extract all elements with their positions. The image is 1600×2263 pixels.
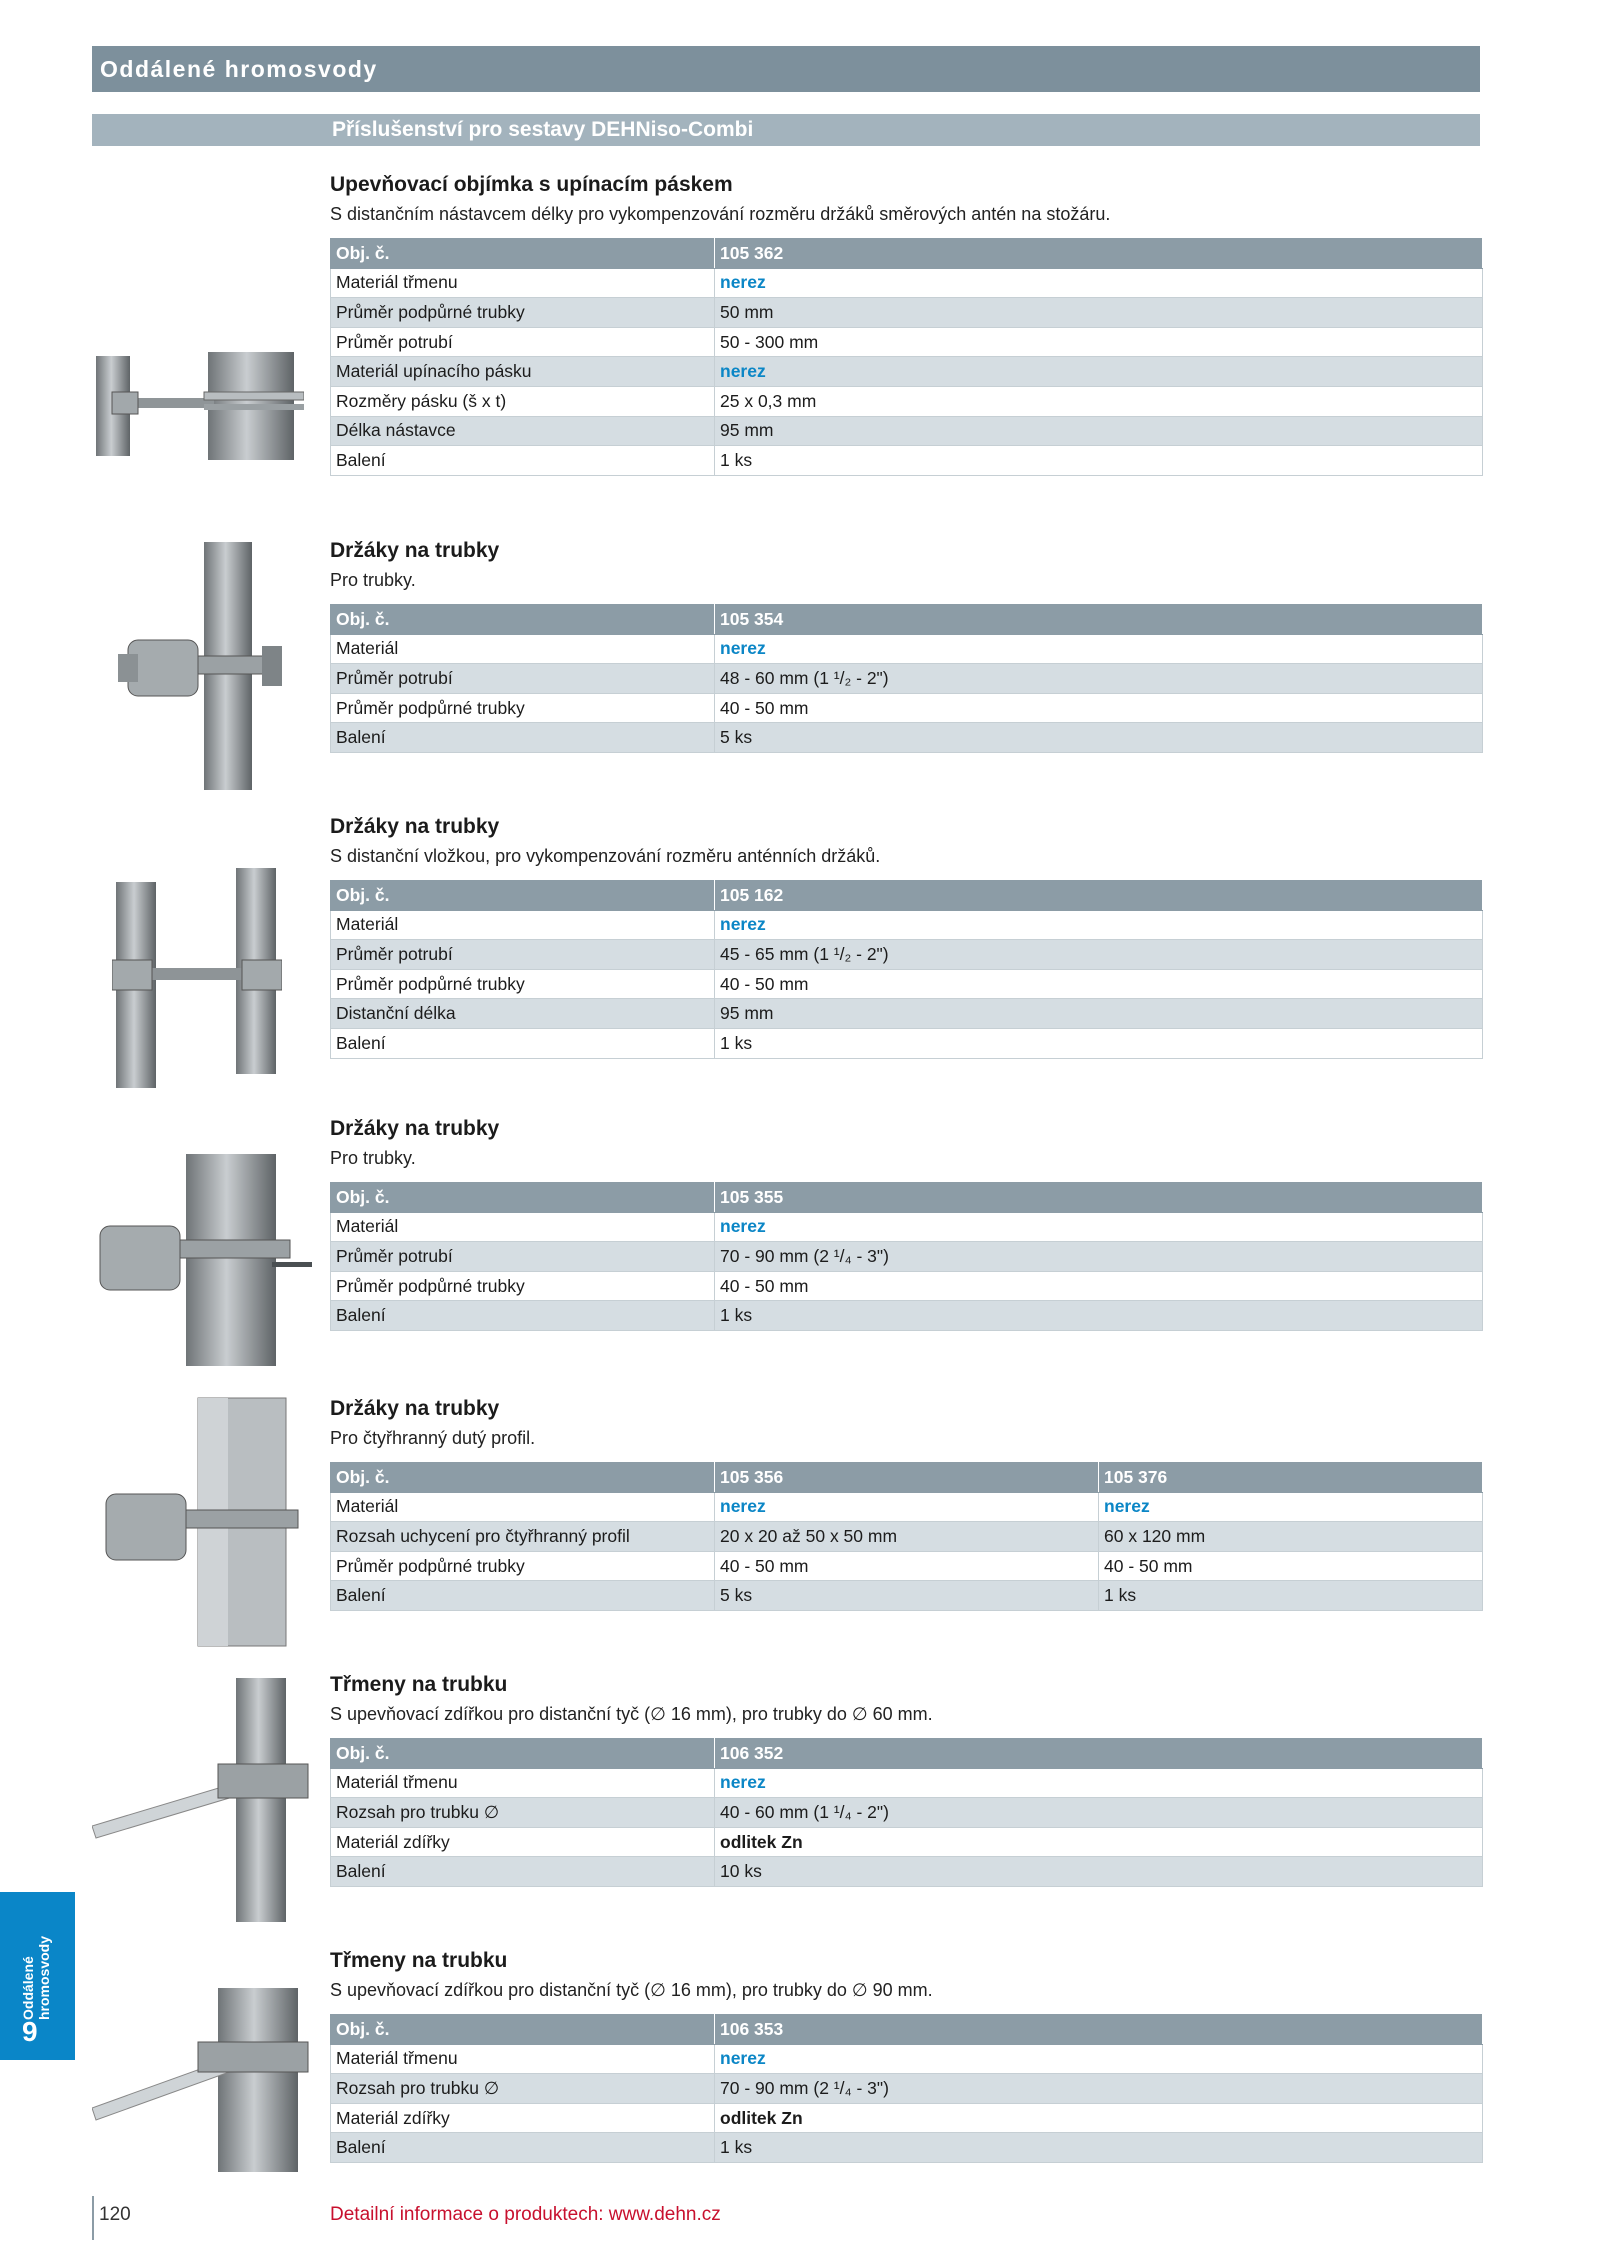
- table-cell: Materiál zdířky: [331, 1827, 715, 1857]
- table-cell: Balení: [331, 1301, 715, 1331]
- table-row: [331, 1271, 1483, 1301]
- table-cell: Průměr podpůrné trubky: [331, 1271, 715, 1301]
- table-row: [331, 327, 1483, 357]
- table-row: [331, 1522, 1483, 1552]
- section-title: Držáky na trubky: [330, 1397, 500, 1420]
- table-row: [331, 239, 1483, 269]
- table-cell: Materiál: [331, 1212, 715, 1242]
- table-cell: 40 - 50 mm: [715, 693, 1483, 723]
- order-number: 105 355: [715, 1183, 1483, 1213]
- table-row: [331, 693, 1483, 723]
- table-cell: 10 ks: [715, 1857, 1483, 1887]
- table-cell: Materiál třmenu: [331, 268, 715, 298]
- table-cell: nerez: [715, 1212, 1483, 1242]
- section-title: Upevňovací objímka s upínacím páskem: [330, 173, 733, 196]
- table-cell: Balení: [331, 446, 715, 476]
- table-cell: Rozměry pásku (š x t): [331, 386, 715, 416]
- table-cell: nerez: [1099, 1492, 1483, 1522]
- section-title: Držáky na trubky: [330, 539, 500, 562]
- order-number: 105 354: [715, 605, 1483, 635]
- table-cell: 20 x 20 až 50 x 50 mm: [715, 1522, 1099, 1552]
- table-cell: Rozsah pro trubku ∅: [331, 1798, 715, 1828]
- table-cell: nerez: [715, 1492, 1099, 1522]
- table-row: [331, 881, 1483, 911]
- table-cell: nerez: [715, 357, 1483, 387]
- table-row: [331, 446, 1483, 476]
- table-cell: 95 mm: [715, 999, 1483, 1029]
- table-cell: Obj. č.: [331, 605, 715, 635]
- table-row: [331, 1768, 1483, 1798]
- section-description: Pro čtyřhranný dutý profil.: [330, 1428, 536, 1448]
- table-row: [331, 2044, 1483, 2074]
- table-row: [331, 940, 1483, 970]
- product-section-pipe-holder-3: [330, 1114, 1482, 1331]
- table-cell: nerez: [715, 910, 1483, 940]
- table-cell: odlitek Zn: [715, 1827, 1483, 1857]
- order-number: 106 353: [715, 2015, 1483, 2045]
- stirrup-90-image: [92, 1978, 314, 2174]
- chapter-tab-label: Oddálené hromosvody: [20, 1935, 52, 2020]
- section-description: S upevňovací zdířkou pro distanční tyč (∅ 16 mm), pro trubky do ∅ 90 mm.: [330, 1980, 933, 2000]
- table-cell: 5 ks: [715, 723, 1483, 753]
- page-number: 120: [99, 2204, 131, 2225]
- table-cell: Délka nástavce: [331, 416, 715, 446]
- table-row: [331, 386, 1483, 416]
- order-number: 106 352: [715, 1739, 1483, 1769]
- table-cell: 1 ks: [715, 1028, 1483, 1058]
- table-cell: Rozsah uchycení pro čtyřhranný profil: [331, 1522, 715, 1552]
- table-row: [331, 1463, 1483, 1493]
- table-cell: 5 ks: [715, 1581, 1099, 1611]
- spec-table: [330, 604, 1483, 753]
- page-title: Oddálené hromosvody: [100, 56, 378, 82]
- table-cell: 25 x 0,3 mm: [715, 386, 1483, 416]
- table-row: [331, 268, 1483, 298]
- table-row: [331, 1183, 1483, 1213]
- spec-table: [330, 1738, 1483, 1887]
- table-row: [331, 298, 1483, 328]
- table-cell: Balení: [331, 1581, 715, 1611]
- subheader-bar: [92, 114, 1480, 146]
- section-description: S distanční vložkou, pro vykompenzování rozměru anténních držáků.: [330, 846, 881, 866]
- table-cell: Průměr podpůrné trubky: [331, 693, 715, 723]
- table-row: [331, 634, 1483, 664]
- table-cell: 45 - 65 mm (1 ¹/₂ - 2"): [715, 940, 1483, 970]
- spec-table: [330, 880, 1483, 1059]
- table-row: [331, 2074, 1483, 2104]
- table-cell: Balení: [331, 1857, 715, 1887]
- section-description: Pro trubky.: [330, 1148, 416, 1168]
- spec-table: [330, 1462, 1483, 1611]
- section-description: Pro trubky.: [330, 570, 416, 590]
- table-cell: Rozsah pro trubku ∅: [331, 2074, 715, 2104]
- table-cell: 95 mm: [715, 416, 1483, 446]
- page-header-bar: [92, 46, 1480, 92]
- table-cell: 1 ks: [1099, 1581, 1483, 1611]
- section-title: Třmeny na trubku: [330, 1949, 508, 1972]
- product-section-stirrup-60: [330, 1670, 1482, 1887]
- spec-table: [330, 2014, 1483, 2163]
- table-cell: Balení: [331, 2133, 715, 2163]
- product-section-stirrup-90: [330, 1946, 1482, 2163]
- table-cell: 50 - 300 mm: [715, 327, 1483, 357]
- table-cell: 40 - 60 mm (1 ¹/₄ - 2"): [715, 1798, 1483, 1828]
- chapter-tab[interactable]: [0, 1892, 75, 2060]
- table-row: [331, 605, 1483, 635]
- table-cell: Materiál třmenu: [331, 1768, 715, 1798]
- section-title: Třmeny na trubku: [330, 1673, 508, 1696]
- table-row: [331, 1212, 1483, 1242]
- product-info-link[interactable]: Detailní informace o produktech: www.dehn.cz: [330, 2204, 721, 2225]
- table-row: [331, 416, 1483, 446]
- large-pipe-holder-image: [92, 1150, 314, 1370]
- table-cell: nerez: [715, 2044, 1483, 2074]
- table-cell: 48 - 60 mm (1 ¹/₂ - 2"): [715, 664, 1483, 694]
- table-cell: Materiál zdířky: [331, 2103, 715, 2133]
- table-cell: nerez: [715, 634, 1483, 664]
- pipe-holder-spacer-image: [112, 868, 282, 1094]
- table-row: [331, 2103, 1483, 2133]
- section-title: Držáky na trubky: [330, 1117, 500, 1140]
- order-number: 105 362: [715, 239, 1483, 269]
- section-title: Držáky na trubky: [330, 815, 500, 838]
- table-cell: Průměr potrubí: [331, 664, 715, 694]
- stirrup-60-image: [92, 1672, 314, 1926]
- table-cell: Průměr potrubí: [331, 327, 715, 357]
- table-cell: 40 - 50 mm: [1099, 1551, 1483, 1581]
- table-cell: 1 ks: [715, 2133, 1483, 2163]
- table-row: [331, 723, 1483, 753]
- table-row: [331, 910, 1483, 940]
- table-cell: Materiál: [331, 910, 715, 940]
- product-section-square-profile: [330, 1394, 1482, 1611]
- table-row: [331, 1551, 1483, 1581]
- spec-table: [330, 238, 1483, 476]
- table-cell: 1 ks: [715, 1301, 1483, 1331]
- chapter-number: 9: [22, 2016, 38, 2047]
- square-profile-holder-image: [100, 1394, 300, 1650]
- table-cell: Distanční délka: [331, 999, 715, 1029]
- table-row: [331, 1739, 1483, 1769]
- table-row: [331, 969, 1483, 999]
- product-section-pipe-holder-2: [330, 812, 1482, 1059]
- table-cell: Obj. č.: [331, 881, 715, 911]
- table-cell: nerez: [715, 268, 1483, 298]
- table-row: [331, 664, 1483, 694]
- table-cell: nerez: [715, 1768, 1483, 1798]
- table-cell: Obj. č.: [331, 2015, 715, 2045]
- order-number: 105 162: [715, 881, 1483, 911]
- table-cell: Průměr potrubí: [331, 1242, 715, 1272]
- spec-table: [330, 1182, 1483, 1331]
- product-section-band-clamp: [330, 170, 1482, 476]
- table-row: [331, 2015, 1483, 2045]
- table-row: [331, 1301, 1483, 1331]
- table-cell: Obj. č.: [331, 1463, 715, 1493]
- table-cell: Průměr podpůrné trubky: [331, 1551, 715, 1581]
- table-cell: Materiál: [331, 1492, 715, 1522]
- table-row: [331, 357, 1483, 387]
- table-cell: Průměr potrubí: [331, 940, 715, 970]
- section-description: S distančním nástavcem délky pro vykompenzování rozměru držáků směrových antén na stožáru.: [330, 204, 1111, 224]
- table-cell: Obj. č.: [331, 1183, 715, 1213]
- table-row: [331, 1857, 1483, 1887]
- table-cell: Materiál upínacího pásku: [331, 357, 715, 387]
- table-row: [331, 1827, 1483, 1857]
- table-row: [331, 1242, 1483, 1272]
- table-cell: 40 - 50 mm: [715, 969, 1483, 999]
- table-row: [331, 999, 1483, 1029]
- subheader-title: Příslušenství pro sestavy DEHNiso-Combi: [332, 118, 754, 141]
- table-cell: Průměr podpůrné trubky: [331, 298, 715, 328]
- order-number: 105 356: [715, 1463, 1099, 1493]
- table-cell: 40 - 50 mm: [715, 1551, 1099, 1581]
- table-row: [331, 2133, 1483, 2163]
- band-clamp-image: [92, 352, 304, 460]
- table-cell: 60 x 120 mm: [1099, 1522, 1483, 1552]
- pipe-holder-image: [112, 538, 282, 794]
- product-section-pipe-holder-1: [330, 536, 1482, 753]
- table-cell: 50 mm: [715, 298, 1483, 328]
- table-row: [331, 1492, 1483, 1522]
- table-cell: 70 - 90 mm (2 ¹/₄ - 3"): [715, 2074, 1483, 2104]
- table-row: [331, 1798, 1483, 1828]
- table-cell: Materiál: [331, 634, 715, 664]
- table-cell: Balení: [331, 723, 715, 753]
- order-number: 105 376: [1099, 1463, 1483, 1493]
- table-cell: Balení: [331, 1028, 715, 1058]
- table-cell: 1 ks: [715, 446, 1483, 476]
- table-row: [331, 1581, 1483, 1611]
- section-description: S upevňovací zdířkou pro distanční tyč (∅ 16 mm), pro trubky do ∅ 60 mm.: [330, 1704, 933, 1724]
- footer-divider: [92, 2196, 94, 2240]
- table-cell: Materiál třmenu: [331, 2044, 715, 2074]
- table-cell: 40 - 50 mm: [715, 1271, 1483, 1301]
- table-cell: 70 - 90 mm (2 ¹/₄ - 3"): [715, 1242, 1483, 1272]
- table-cell: Obj. č.: [331, 1739, 715, 1769]
- table-cell: odlitek Zn: [715, 2103, 1483, 2133]
- table-cell: Průměr podpůrné trubky: [331, 969, 715, 999]
- table-cell: Obj. č.: [331, 239, 715, 269]
- table-row: [331, 1028, 1483, 1058]
